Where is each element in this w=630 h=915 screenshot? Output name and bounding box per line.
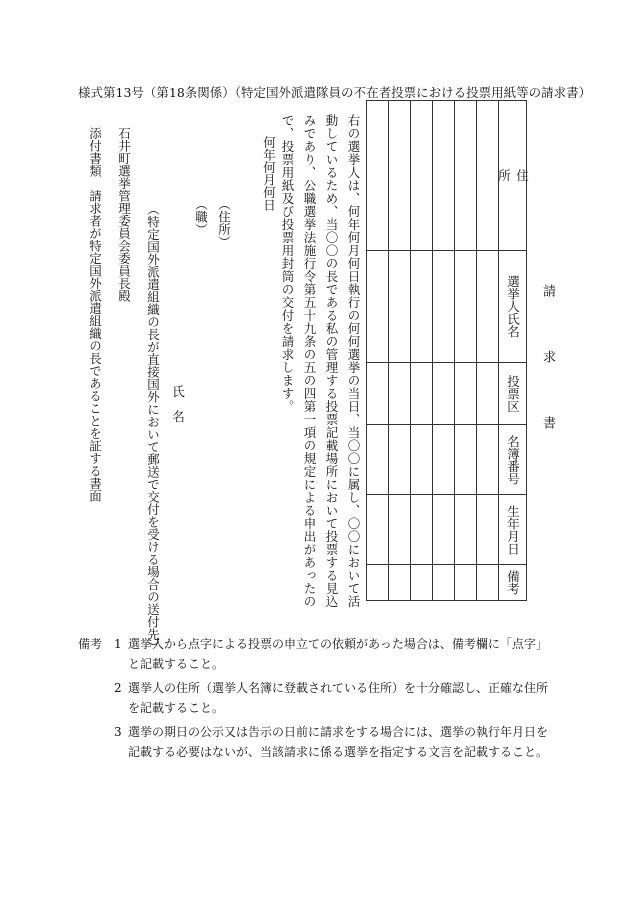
note-item	[78, 634, 558, 674]
addressee: 石井町選挙管理委員会委員長殿	[116, 127, 132, 302]
cell-birthdate-5[interactable]	[455, 495, 477, 565]
cell-register-6[interactable]	[477, 425, 499, 495]
cell-remarks-4[interactable]	[433, 565, 455, 601]
note-text: 選挙人から点字による投票の申立ての依頼があった場合は、備考欄に「点字」と記載すること。	[128, 637, 548, 671]
cell-register-2[interactable]	[389, 425, 411, 495]
notes-section	[78, 634, 558, 762]
requester-position-label: （職）	[193, 198, 209, 236]
cell-district-5[interactable]	[455, 363, 477, 425]
request-date: 何年何月何日	[261, 136, 277, 211]
cell-name-6[interactable]	[477, 251, 499, 363]
column-header-register-number: 名簿番号	[499, 425, 527, 495]
request-statement: 右の選挙人は、何年何月何日執行の何何選挙の当日、当〇〇に属し、〇〇において活動しているため、当〇〇の長である私の管理する投票記載場所において投票する見込みであり、公職選挙法施行令第五十九条の五の四第一項の規定による申出があったので、投票用紙及び投票用封筒の交付を請求します。	[280, 114, 361, 608]
cell-name-5[interactable]	[455, 251, 477, 363]
column-header-voting-district: 投票区	[499, 363, 527, 425]
notes-label: 備考	[78, 637, 103, 651]
cell-name-1[interactable]	[367, 251, 389, 363]
cell-district-2[interactable]	[389, 363, 411, 425]
request-table	[366, 100, 530, 601]
column-header-birthdate: 生年月日	[499, 495, 527, 565]
requester-address-label: （住所）	[216, 198, 232, 248]
attachment-note: 添付書類 請求者が特定国外派遣組織の長であることを証する書面	[87, 127, 103, 502]
cell-address-1[interactable]	[367, 101, 389, 251]
note-item	[78, 722, 558, 762]
form-title: 請 求 書	[540, 284, 555, 449]
cell-name-2[interactable]	[389, 251, 411, 363]
cell-address-5[interactable]	[455, 101, 477, 251]
note-text: 選挙の期日の公示又は告示の日前に請求をする場合には、選挙の執行年月日を記載する必要はないが、当該請求に係る選挙を指定する文言を記載すること。	[128, 725, 549, 759]
cell-remarks-1[interactable]	[367, 565, 389, 601]
cell-remarks-6[interactable]	[477, 565, 499, 601]
form-header: 様式第13号（第18条関係）（特定国外派遣隊員の不在者投票における投票用紙等の請求書）	[78, 85, 592, 100]
cell-district-4[interactable]	[433, 363, 455, 425]
cell-name-3[interactable]	[411, 251, 433, 363]
cell-remarks-3[interactable]	[411, 565, 433, 601]
cell-district-6[interactable]	[477, 363, 499, 425]
cell-address-2[interactable]	[389, 101, 411, 251]
cell-register-5[interactable]	[455, 425, 477, 495]
cell-name-4[interactable]	[433, 251, 455, 363]
column-header-address: 住 所	[499, 101, 527, 251]
cell-birthdate-6[interactable]	[477, 495, 499, 565]
note-number: 1	[114, 637, 122, 651]
cell-remarks-2[interactable]	[389, 565, 411, 601]
cell-remarks-5[interactable]	[455, 565, 477, 601]
cell-address-4[interactable]	[433, 101, 455, 251]
cell-register-3[interactable]	[411, 425, 433, 495]
cell-birthdate-4[interactable]	[433, 495, 455, 565]
note-text: 選挙人の住所（選挙人名簿に登載されている住所）を十分確認し、正確な住所を記載すること。	[128, 681, 549, 715]
cell-district-1[interactable]	[367, 363, 389, 425]
column-header-remarks: 備考	[499, 565, 527, 601]
cell-register-4[interactable]	[433, 425, 455, 495]
mailing-address-note: （特定国外派遣組織の長が直接国外において郵送で交付を受ける場合の送付先）	[145, 203, 161, 653]
note-number: 2	[114, 681, 122, 695]
cell-birthdate-3[interactable]	[411, 495, 433, 565]
requester-name-label: 氏 名	[170, 385, 186, 423]
cell-address-3[interactable]	[411, 101, 433, 251]
note-item	[78, 678, 558, 718]
cell-birthdate-1[interactable]	[367, 495, 389, 565]
note-number: 3	[114, 725, 122, 739]
column-header-voter-name: 選挙人氏名	[499, 251, 527, 363]
cell-register-1[interactable]	[367, 425, 389, 495]
cell-district-3[interactable]	[411, 363, 433, 425]
cell-birthdate-2[interactable]	[389, 495, 411, 565]
